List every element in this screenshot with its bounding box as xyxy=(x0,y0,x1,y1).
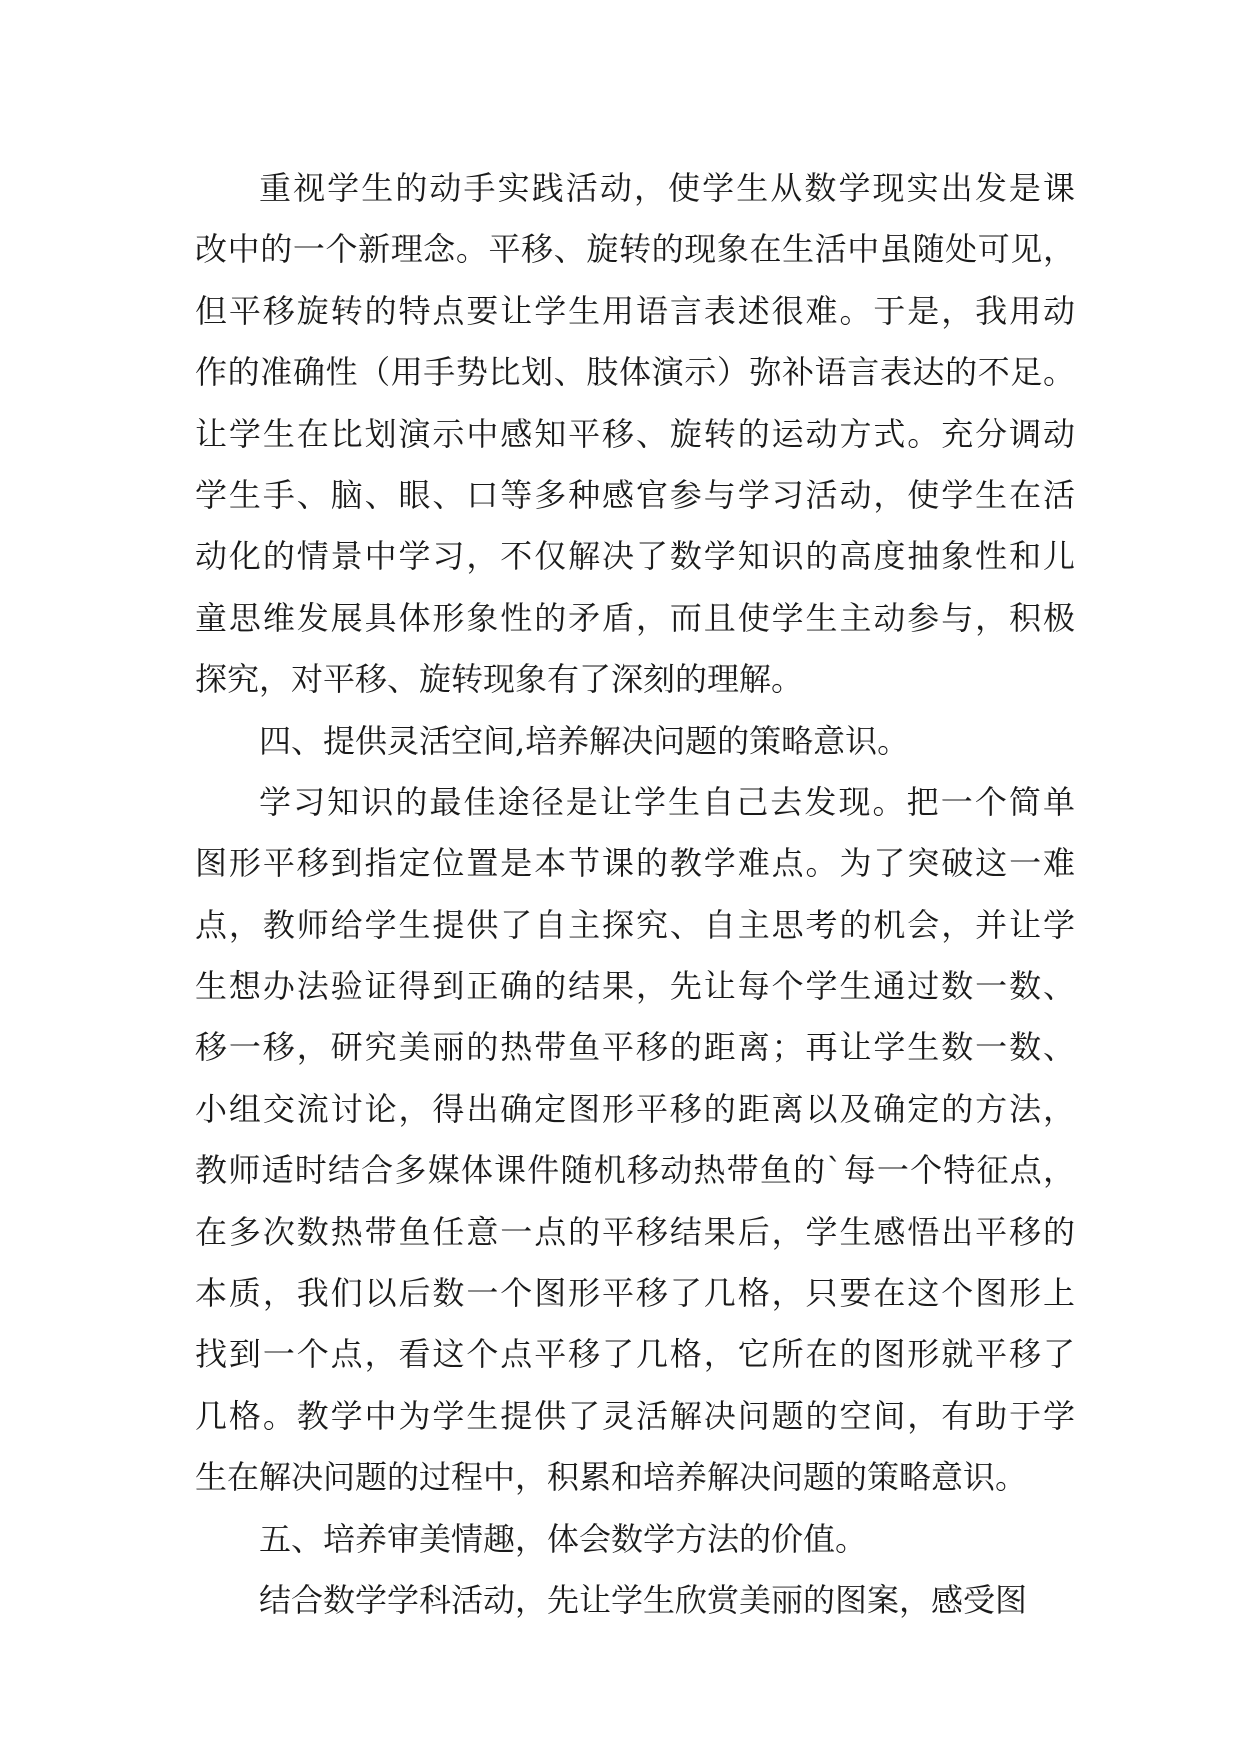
text-line: 图形平移到指定位置是本节课的教学难点。为了突破这一难 xyxy=(195,844,1075,883)
text-line: 移一移，研究美丽的热带鱼平移的距离；再让学生数一数、 xyxy=(195,1028,1075,1067)
paragraph-problem-solving xyxy=(195,772,1075,1509)
text-line: 作的准确性（用手势比划、肢体演示）弥补语言表达的不足。 xyxy=(195,353,1075,392)
text-line: 在多次数热带鱼任意一点的平移结果后，学生感悟出平移的 xyxy=(195,1212,1075,1251)
text-line: 小组交流讨论，得出确定图形平移的距离以及确定的方法， xyxy=(195,1089,1075,1128)
text-line: 教师适时结合多媒体课件随机移动热带鱼的`每一个特征点， xyxy=(195,1151,1075,1190)
section-heading-five xyxy=(195,1509,1075,1570)
text-line: 本质，我们以后数一个图形平移了几格，只要在这个图形上 xyxy=(195,1274,1075,1313)
text-line: 动化的情景中学习，不仅解决了数学知识的高度抽象性和儿 xyxy=(195,537,1075,576)
text-line: 生在解决问题的过程中，积累和培养解决问题的策略意识。 xyxy=(195,1458,1028,1497)
text-line: 重视学生的动手实践活动，使学生从数学现实出发是课 xyxy=(259,169,1075,207)
text-line: 点，教师给学生提供了自主探究、自主思考的机会，并让学 xyxy=(195,905,1075,944)
document-body xyxy=(195,158,1075,1631)
text-line: 学生手、脑、眼、口等多种感官参与学习活动，使学生在活 xyxy=(195,475,1075,514)
text-line: 童思维发展具体形象性的矛盾，而且使学生主动参与，积极 xyxy=(195,598,1075,637)
text-line: 找到一个点，看这个点平移了几格，它所在的图形就平移了 xyxy=(195,1335,1075,1374)
text-line: 几格。教学中为学生提供了灵活解决问题的空间，有助于学 xyxy=(195,1396,1075,1435)
section-heading-four xyxy=(195,711,1075,772)
text-line: 探究，对平移、旋转现象有了深刻的理解。 xyxy=(195,660,804,699)
paragraph-practice-activities xyxy=(195,158,1075,711)
heading-line: 五、培养审美情趣，体会数学方法的价值。 xyxy=(259,1519,868,1558)
text-line: 但平移旋转的特点要让学生用语言表述很难。于是，我用动 xyxy=(195,291,1075,330)
text-line: 改中的一个新理念。平移、旋转的现象在生活中虽随处可见， xyxy=(195,230,1075,269)
heading-line: 四、提供灵活空间,培养解决问题的策略意识。 xyxy=(259,721,910,760)
text-line: 结合数学学科活动，先让学生欣赏美丽的图案，感受图 xyxy=(259,1580,1028,1619)
text-line: 生想办法验证得到正确的结果，先让每个学生通过数一数、 xyxy=(195,967,1075,1006)
text-line: 学习知识的最佳途径是让学生自己去发现。把一个简单 xyxy=(259,782,1075,821)
text-line: 让学生在比划演示中感知平移、旋转的运动方式。充分调动 xyxy=(195,414,1075,453)
paragraph-aesthetics xyxy=(195,1570,1075,1631)
